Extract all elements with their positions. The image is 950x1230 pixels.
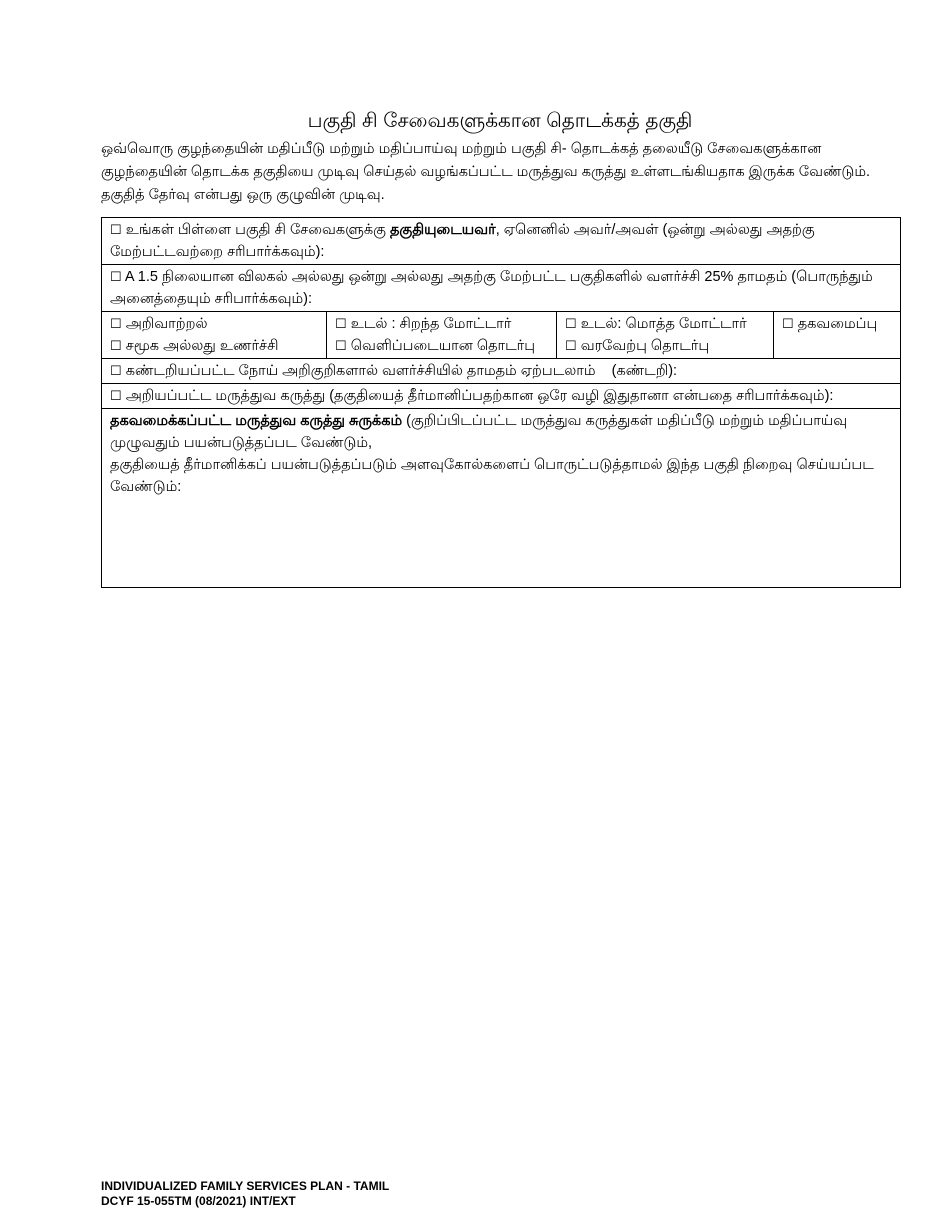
area-label: உடல்: மொத்த மோட்டார் <box>580 316 747 332</box>
area-cell <box>557 312 774 359</box>
area-checkbox[interactable]: ☐ <box>110 338 122 353</box>
eligibility-table <box>101 217 901 588</box>
delay-text: A 1.5 நிலையான விலகல் அல்லது ஒன்று அல்லது அதற்கு மேற்பட்ட பகுதிகளில் வளர்ச்சி 25% தாமதம் (பொருந்தும் அனைத்தையும் சரிபார்க்கவும்): <box>110 269 873 307</box>
eligible-text: உங்கள் பிள்ளை பகுதி சி சேவைகளுக்கு <box>125 222 390 238</box>
area-label: வெளிப்படையான தொடர்பு <box>350 338 536 354</box>
summary-instruction: (குறிப்பிடப்பட்ட மருத்துவ கருத்துகள் மதிப்பீடு மற்றும் மதிப்பாய்வு முழுவதும் பயன்படுத்தப்பட வேண்டும், <box>110 413 848 451</box>
summary-heading: தகவமைக்கப்பட்ட மருத்துவ கருத்து சுருக்கம் <box>110 413 403 429</box>
eligible-row <box>102 218 901 265</box>
area-label: வரவேற்பு தொடர்பு <box>580 338 710 354</box>
area-label: தகவமைப்பு <box>797 316 878 332</box>
area-label: அறிவாற்றல் <box>125 316 208 332</box>
medical-checkbox[interactable]: ☐ <box>110 388 122 403</box>
diagnosed-checkbox[interactable]: ☐ <box>110 363 122 378</box>
summary-instruction-2: தகுதியைத் தீர்மானிக்கப் பயன்படுத்தப்படும் அளவுகோல்களைப் பொருட்படுத்தாமல் இந்த பகுதி நிறைவு செய்யப்பட வேண்டும்: <box>110 457 874 495</box>
medical-row <box>102 384 901 409</box>
area-checkbox[interactable]: ☐ <box>110 316 122 331</box>
medical-text: அறியப்பட்ட மருத்துவ கருத்து (தகுதியைத் தீர்மானிப்பதற்கான ஒரே வழி இதுதானா என்பதை சரிபார்க்கவும்): <box>125 388 834 404</box>
area-checkbox[interactable]: ☐ <box>335 316 347 331</box>
eligible-checkbox[interactable]: ☐ <box>110 222 122 237</box>
form-footer <box>101 1179 389 1209</box>
area-cell <box>327 312 557 359</box>
eligible-text-post: , ஏனெனில் அவர்/அவள் (ஒன்று அல்லது அதற்கு மேற்பட்டவற்றை சரிபார்க்கவும்): <box>110 222 815 260</box>
area-label: சமூக அல்லது உணர்ச்சி <box>125 338 279 354</box>
area-checkbox[interactable]: ☐ <box>335 338 347 353</box>
area-checkbox[interactable]: ☐ <box>782 316 794 331</box>
intro-paragraph: ஒவ்வொரு குழந்தையின் மதிப்பீடு மற்றும் மதிப்பாய்வு மற்றும் பகுதி சி- தொடக்கத் தலையீடு சேவைகளுக்கான குழந்தையின் தொடக்க தகுதியை முடிவு செய்தல் வழங்கப்பட்ட மருத்துவ கருத்து உள்ளடங்கியதாக இருக்க வேண்டும். தகுதித் தேர்வு என்பது ஒரு குழுவின் முடிவு. <box>101 141 871 203</box>
eligible-bold: தகுதியுடையவர் <box>389 222 496 238</box>
area-cell <box>102 312 327 359</box>
footer-title: INDIVIDUALIZED FAMILY SERVICES PLAN - TAMIL <box>101 1179 390 1193</box>
area-checkbox[interactable]: ☐ <box>565 316 577 331</box>
page-title: பகுதி சி சேவைகளுக்கான தொடக்கத் தகுதி <box>307 110 693 132</box>
areas-row <box>102 312 901 359</box>
summary-cell[interactable] <box>102 409 901 588</box>
footer-form-number: DCYF 15-055TM (08/2021) INT/EXT <box>101 1194 296 1208</box>
delay-checkbox[interactable]: ☐ <box>110 269 122 284</box>
diagnosed-row <box>102 359 901 384</box>
area-label: உடல் : சிறந்த மோட்டார் <box>350 316 512 332</box>
delay-row <box>102 265 901 312</box>
diagnosed-text: கண்டறியப்பட்ட நோய் அறிகுறிகளால் வளர்ச்சியில் தாமதம் ஏற்படலாம் (கண்டறி): <box>125 363 678 379</box>
area-checkbox[interactable]: ☐ <box>565 338 577 353</box>
area-cell <box>774 312 901 359</box>
